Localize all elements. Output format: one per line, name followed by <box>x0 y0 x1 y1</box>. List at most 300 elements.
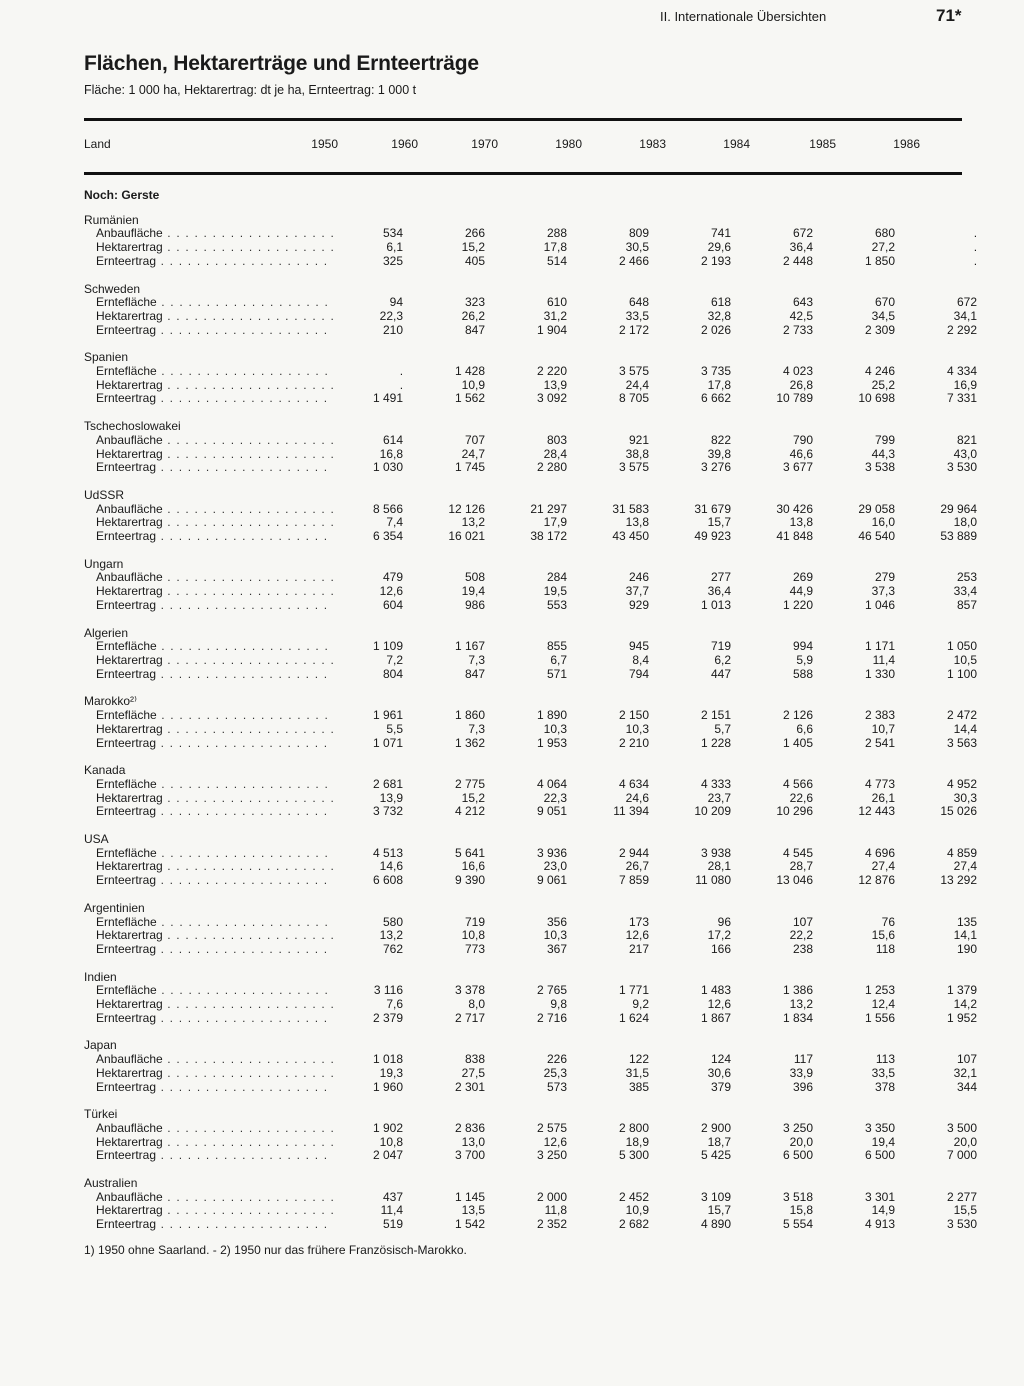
row-label: Hektarertrag <box>96 929 163 943</box>
table-row <box>84 585 977 599</box>
spacer-row <box>84 406 977 420</box>
value-cell: 12 126 <box>448 501 486 516</box>
value-cell: 122 <box>629 1052 650 1067</box>
table-row <box>84 943 977 957</box>
value-cell: 27,2 <box>871 240 896 255</box>
value-cell: 519 <box>383 1217 404 1232</box>
value-cell: 38 172 <box>530 529 568 544</box>
value-cell: 2 126 <box>783 708 814 723</box>
leader-dots: . . . . . . . . . . . . . . . . . . . <box>162 929 335 943</box>
spacer-row <box>84 750 977 764</box>
value-cell: 18,9 <box>625 1134 650 1149</box>
value-cell: 4 212 <box>455 804 486 819</box>
value-cell: 13,9 <box>543 377 568 392</box>
column-header-land: Land <box>84 137 111 151</box>
leader-dots: . . . . . . . . . . . . . . . . . . . <box>162 791 335 805</box>
value-cell: 26,1 <box>871 790 896 805</box>
value-cell: 13,9 <box>379 790 404 805</box>
row-label: Ernteertrag <box>96 323 157 337</box>
value-cell: 2 682 <box>619 1217 650 1232</box>
table-row <box>84 916 977 930</box>
country-name: Japan <box>84 1038 117 1053</box>
spacer-cell <box>84 1094 977 1108</box>
row-label: Erntefläche <box>96 709 157 723</box>
value-cell: 2 277 <box>947 1189 978 1204</box>
value-cell: 2 765 <box>537 983 568 998</box>
value-cell: 42,5 <box>789 308 814 323</box>
value-cell: 23,7 <box>707 790 732 805</box>
value-cell: 3 735 <box>701 364 732 379</box>
row-label-cell <box>84 998 335 1012</box>
value-cell: 1 018 <box>373 1052 404 1067</box>
value-cell: 1 330 <box>865 666 896 681</box>
leader-dots: . . . . . . . . . . . . . . . . . . . <box>162 1190 336 1204</box>
value-cell: 4 333 <box>701 776 732 791</box>
row-label: Ernteertrag <box>96 667 157 681</box>
value-cell: 15,8 <box>789 1203 814 1218</box>
table-row <box>84 503 977 517</box>
value-cell: 1 145 <box>455 1189 486 1204</box>
row-label-cell <box>84 709 335 723</box>
row-label: Ernteertrag <box>96 1218 157 1232</box>
value-cell: 1 745 <box>455 460 486 475</box>
value-cell: 3 938 <box>701 845 732 860</box>
value-cell: 29,6 <box>707 240 732 255</box>
value-cell: 1 860 <box>455 708 486 723</box>
leader-dots: . . . . . . . . . . . . . . . . . . . <box>162 1135 335 1149</box>
value-cell: 15,7 <box>707 1203 732 1218</box>
leader-dots: . . . . . . . . . . . . . . . . . . . <box>162 722 335 736</box>
value-cell: 643 <box>793 295 814 310</box>
value-cell: 7 000 <box>947 1148 978 1163</box>
leader-dots: . . . . . . . . . . . . . . . . . . . <box>162 998 335 1012</box>
value-cell: 25,2 <box>871 377 896 392</box>
country-row <box>84 971 977 985</box>
table-row <box>84 310 977 324</box>
value-cell: 166 <box>711 941 732 956</box>
value-cell: 2 309 <box>865 322 896 337</box>
value-cell: 6 500 <box>783 1148 814 1163</box>
spacer-row <box>84 269 977 283</box>
value-cell: 43 450 <box>612 529 650 544</box>
value-cell: 7,6 <box>386 997 404 1012</box>
table-row <box>84 984 977 998</box>
value-cell: 1 902 <box>373 1120 404 1135</box>
value-cell: 4 246 <box>865 364 896 379</box>
value-cell: . <box>399 364 404 379</box>
value-cell: 344 <box>957 1079 978 1094</box>
row-label-cell <box>84 227 335 241</box>
value-cell: 803 <box>547 432 568 447</box>
value-cell: 4 696 <box>865 845 896 860</box>
value-cell: 27,4 <box>953 859 978 874</box>
value-cell: 19,5 <box>543 584 568 599</box>
leader-dots: . . . . . . . . . . . . . . . . . . . <box>156 915 329 929</box>
value-cell: 670 <box>875 295 896 310</box>
value-cell: 28,4 <box>543 446 568 461</box>
country-row <box>84 764 977 778</box>
value-cell: 266 <box>465 226 486 241</box>
row-label: Erntefläche <box>96 640 157 654</box>
value-cell: . <box>399 377 404 392</box>
row-label: Hektarertrag <box>96 1135 163 1149</box>
row-label-cell <box>84 847 335 861</box>
value-cell: 1 046 <box>865 597 896 612</box>
value-cell: 14,9 <box>871 1203 896 1218</box>
row-label-cell <box>84 324 335 338</box>
table-row <box>84 1218 977 1232</box>
value-cell: 277 <box>711 570 732 585</box>
column-header-year: 1950 <box>311 137 338 151</box>
value-cell: 16,6 <box>461 859 486 874</box>
value-cell: 1 624 <box>619 1010 650 1025</box>
value-cell: 1 562 <box>455 391 486 406</box>
value-cell: 113 <box>875 1052 896 1067</box>
value-cell: 2 717 <box>455 1010 486 1025</box>
row-label-cell <box>84 792 335 806</box>
value-cell: . <box>973 240 978 255</box>
row-label: Ernteertrag <box>96 874 157 888</box>
row-label: Ernteertrag <box>96 736 157 750</box>
value-cell: 32,8 <box>707 308 732 323</box>
country-row <box>84 1039 977 1053</box>
value-cell: 10,5 <box>953 652 978 667</box>
leader-dots: . . . . . . . . . . . . . . . . . . . <box>162 860 335 874</box>
value-cell: 53 889 <box>940 529 978 544</box>
country-name: Türkei <box>84 1107 118 1122</box>
value-cell: 107 <box>957 1052 978 1067</box>
value-cell: 4 773 <box>865 776 896 791</box>
value-cell: 226 <box>547 1052 568 1067</box>
value-cell: 1 228 <box>701 735 732 750</box>
value-cell: 34,1 <box>953 308 978 323</box>
value-cell: 5 641 <box>455 845 486 860</box>
row-label: Ernteertrag <box>96 1080 157 1094</box>
value-cell: 39,8 <box>707 446 732 461</box>
country-name: Argentinien <box>84 900 145 915</box>
data-table-body <box>84 189 977 1232</box>
value-cell: 994 <box>793 639 814 654</box>
value-cell: 1 253 <box>865 983 896 998</box>
leader-dots: . . . . . . . . . . . . . . . . . . . <box>162 227 336 241</box>
row-label-cell <box>84 310 335 324</box>
row-label: Hektarertrag <box>96 447 163 461</box>
value-cell: 23,0 <box>543 859 568 874</box>
value-cell: 3 250 <box>537 1148 568 1163</box>
table-row <box>84 241 977 255</box>
value-cell: 9 061 <box>537 873 568 888</box>
leader-dots: . . . . . . . . . . . . . . . . . . . <box>162 241 335 255</box>
value-cell: 12,6 <box>707 997 732 1012</box>
value-cell: 31 679 <box>694 501 732 516</box>
value-cell: 1 491 <box>373 391 404 406</box>
row-label: Erntefläche <box>96 846 157 860</box>
value-cell: 13,8 <box>625 515 650 530</box>
row-label-cell <box>84 640 335 654</box>
value-cell: 405 <box>465 253 486 268</box>
table-row <box>84 654 977 668</box>
value-cell: 614 <box>383 432 404 447</box>
value-cell: 1 379 <box>947 983 978 998</box>
value-cell: 2 775 <box>455 776 486 791</box>
value-cell: 13,0 <box>461 1134 486 1149</box>
spacer-cell <box>84 681 977 695</box>
table-row <box>84 668 977 682</box>
value-cell: 1 961 <box>373 708 404 723</box>
value-cell: 3 109 <box>701 1189 732 1204</box>
value-cell: 323 <box>465 295 486 310</box>
section-row <box>84 189 977 214</box>
value-cell: 1 890 <box>537 708 568 723</box>
leader-dots: . . . . . . . . . . . . . . . . . . . <box>156 1149 329 1163</box>
value-cell: 31,5 <box>625 1065 650 1080</box>
value-cell: 41 848 <box>776 529 814 544</box>
table-row <box>84 1191 977 1205</box>
leader-dots: . . . . . . . . . . . . . . . . . . . <box>156 709 329 723</box>
value-cell: 610 <box>547 295 568 310</box>
row-label: Ernteertrag <box>96 1149 157 1163</box>
country-name: USA <box>84 832 109 847</box>
table-row <box>84 599 977 613</box>
row-label: Hektarertrag <box>96 378 163 392</box>
row-label: Hektarertrag <box>96 791 163 805</box>
leader-dots: . . . . . . . . . . . . . . . . . . . <box>156 1080 329 1094</box>
row-label-cell <box>84 1081 335 1095</box>
value-cell: 3 500 <box>947 1120 978 1135</box>
value-cell: 719 <box>711 639 732 654</box>
spacer-cell <box>84 337 977 351</box>
leader-dots: . . . . . . . . . . . . . . . . . . . <box>162 1121 336 1135</box>
country-row <box>84 1108 977 1122</box>
table-row <box>84 640 977 654</box>
leader-dots: . . . . . . . . . . . . . . . . . . . <box>156 598 329 612</box>
table-row <box>84 929 977 943</box>
row-label-cell <box>84 296 335 310</box>
units-subtitle: Fläche: 1 000 ha, Hektarertrag: dt je ha, Ernteertrag: 1 000 t <box>84 83 417 97</box>
row-label: Hektarertrag <box>96 516 163 530</box>
leader-dots: . . . . . . . . . . . . . . . . . . . <box>162 585 335 599</box>
leader-dots: . . . . . . . . . . . . . . . . . . . <box>162 502 336 516</box>
value-cell: 11 080 <box>695 873 732 888</box>
spacer-row <box>84 819 977 833</box>
value-cell: 790 <box>793 432 814 447</box>
value-cell: 18,7 <box>707 1134 732 1149</box>
value-cell: 17,2 <box>707 928 732 943</box>
value-cell: 1 834 <box>783 1010 814 1025</box>
value-cell: 34,5 <box>871 308 896 323</box>
country-row <box>84 695 977 709</box>
value-cell: 2 466 <box>619 253 650 268</box>
row-label: Erntefläche <box>96 984 157 998</box>
value-cell: 2 541 <box>865 735 896 750</box>
value-cell: 11 394 <box>613 804 650 819</box>
value-cell: 1 386 <box>783 983 814 998</box>
value-cell: 794 <box>629 666 650 681</box>
row-label: Hektarertrag <box>96 241 163 255</box>
value-cell: 10,8 <box>461 928 486 943</box>
value-cell: 10,9 <box>461 377 486 392</box>
value-cell: 76 <box>881 914 896 929</box>
row-label-cell <box>84 530 335 544</box>
column-header-year: 1984 <box>723 137 750 151</box>
value-cell: 238 <box>793 941 814 956</box>
value-cell: 11,4 <box>380 1203 404 1218</box>
value-cell: 396 <box>793 1079 814 1094</box>
value-cell: 16,0 <box>871 515 896 530</box>
country-name: Marokko²⁾ <box>84 694 137 709</box>
section-heading: II. Internationale Übersichten <box>660 9 827 24</box>
value-cell: 33,5 <box>871 1065 896 1080</box>
leader-dots: . . . . . . . . . . . . . . . . . . . <box>156 640 329 654</box>
country-row <box>84 833 977 847</box>
spacer-cell <box>84 1163 977 1177</box>
value-cell: 1 071 <box>373 735 404 750</box>
country-name: Spanien <box>84 350 129 365</box>
value-cell: 2 280 <box>537 460 568 475</box>
value-cell: 32,1 <box>953 1065 978 1080</box>
value-cell: 2 733 <box>783 322 814 337</box>
table-row <box>84 709 977 723</box>
table-row <box>84 998 977 1012</box>
value-cell: 7,4 <box>386 515 404 530</box>
value-cell: 6,1 <box>386 240 404 255</box>
value-cell: 3 936 <box>537 845 568 860</box>
row-label-cell <box>84 805 335 819</box>
value-cell: 94 <box>389 295 404 310</box>
value-cell: 385 <box>629 1079 650 1094</box>
value-cell: 8 705 <box>619 391 650 406</box>
value-cell: 18,0 <box>953 515 978 530</box>
value-cell: 672 <box>793 226 814 241</box>
value-cell: 12,4 <box>871 997 896 1012</box>
table-row <box>84 847 977 861</box>
leader-dots: . . . . . . . . . . . . . . . . . . . <box>162 447 335 461</box>
row-label-cell <box>84 1149 335 1163</box>
value-cell: 3 276 <box>701 460 732 475</box>
row-label: Anbaufläche <box>96 1190 163 1204</box>
leader-dots: . . . . . . . . . . . . . . . . . . . <box>162 653 335 667</box>
value-cell: 4 023 <box>783 364 814 379</box>
value-cell: 3 575 <box>619 460 650 475</box>
row-label-cell <box>84 1204 335 1218</box>
value-cell: 12 876 <box>858 873 896 888</box>
value-cell: 325 <box>383 253 404 268</box>
leader-dots: . . . . . . . . . . . . . . . . . . . <box>156 530 329 544</box>
spacer-cell <box>84 406 977 420</box>
value-cell: 16,8 <box>379 446 404 461</box>
table-row <box>84 723 977 737</box>
value-cell: 534 <box>383 226 404 241</box>
value-cell: 46,6 <box>789 446 814 461</box>
value-cell: 15,5 <box>953 1203 978 1218</box>
value-cell: 986 <box>465 597 486 612</box>
column-header-row <box>0 137 1024 155</box>
value-cell: 135 <box>957 914 978 929</box>
value-cell: 36,4 <box>707 584 732 599</box>
value-cell: 17,8 <box>543 240 568 255</box>
value-cell: 15,2 <box>461 790 486 805</box>
leader-dots: . . . . . . . . . . . . . . . . . . . <box>162 309 335 323</box>
value-cell: 4 545 <box>783 845 814 860</box>
value-cell: 13,2 <box>789 997 814 1012</box>
row-label-cell <box>84 571 335 585</box>
value-cell: 847 <box>465 666 486 681</box>
table-row <box>84 860 977 874</box>
value-cell: 7,3 <box>468 652 486 667</box>
row-label: Anbaufläche <box>96 1053 163 1067</box>
row-label-cell <box>84 1136 335 1150</box>
value-cell: 30,5 <box>625 240 650 255</box>
value-cell: 22,3 <box>379 308 404 323</box>
value-cell: 14,2 <box>953 997 978 1012</box>
value-cell: 6,2 <box>714 652 732 667</box>
value-cell: 10,7 <box>871 721 896 736</box>
row-label: Hektarertrag <box>96 309 163 323</box>
row-label-cell <box>84 929 335 943</box>
value-cell: 210 <box>383 322 404 337</box>
value-cell: 437 <box>383 1189 404 1204</box>
value-cell: 33,4 <box>953 584 978 599</box>
value-cell: 3 116 <box>373 983 404 998</box>
spacer-row <box>84 888 977 902</box>
value-cell: 2 383 <box>865 708 896 723</box>
value-cell: 190 <box>957 941 978 956</box>
value-cell: 6,6 <box>796 721 814 736</box>
value-cell: 21 297 <box>530 501 568 516</box>
value-cell: 1 050 <box>947 639 978 654</box>
value-cell: 356 <box>547 914 568 929</box>
value-cell: 2 193 <box>701 253 732 268</box>
value-cell: 2 301 <box>455 1079 486 1094</box>
row-label-cell <box>84 379 335 393</box>
row-label-cell <box>84 1053 335 1067</box>
value-cell: 269 <box>793 570 814 585</box>
row-label: Ernteertrag <box>96 805 157 819</box>
value-cell: 2 172 <box>619 322 650 337</box>
value-cell: 4 913 <box>865 1217 896 1232</box>
value-cell: 1 850 <box>865 253 896 268</box>
column-header-year: 1960 <box>391 137 418 151</box>
table-row <box>84 324 977 338</box>
leader-dots: . . . . . . . . . . . . . . . . . . . <box>156 846 329 860</box>
value-cell: 37,7 <box>625 584 650 599</box>
value-cell: 30,6 <box>707 1065 732 1080</box>
leader-dots: . . . . . . . . . . . . . . . . . . . <box>156 777 329 791</box>
row-label-cell <box>84 874 335 888</box>
leader-dots: . . . . . . . . . . . . . . . . . . . <box>156 1218 329 1232</box>
row-label: Hektarertrag <box>96 1066 163 1080</box>
value-cell: 7 331 <box>947 391 978 406</box>
value-cell: 19,4 <box>871 1134 896 1149</box>
row-label-cell <box>84 516 335 530</box>
leader-dots: . . . . . . . . . . . . . . . . . . . <box>162 1204 335 1218</box>
spacer-row <box>84 1163 977 1177</box>
value-cell: 49 923 <box>694 529 732 544</box>
value-cell: 2 575 <box>537 1120 568 1135</box>
value-cell: 3 538 <box>865 460 896 475</box>
value-cell: 8,4 <box>632 652 650 667</box>
row-label-cell <box>84 434 335 448</box>
value-cell: 2 352 <box>537 1217 568 1232</box>
value-cell: 13,5 <box>461 1203 486 1218</box>
row-label-cell <box>84 1067 335 1081</box>
value-cell: 24,6 <box>625 790 650 805</box>
value-cell: 773 <box>465 941 486 956</box>
value-cell: 1 405 <box>783 735 814 750</box>
value-cell: 8,0 <box>468 997 486 1012</box>
value-cell: 15,2 <box>461 240 486 255</box>
leader-dots: . . . . . . . . . . . . . . . . . . . <box>156 805 329 819</box>
